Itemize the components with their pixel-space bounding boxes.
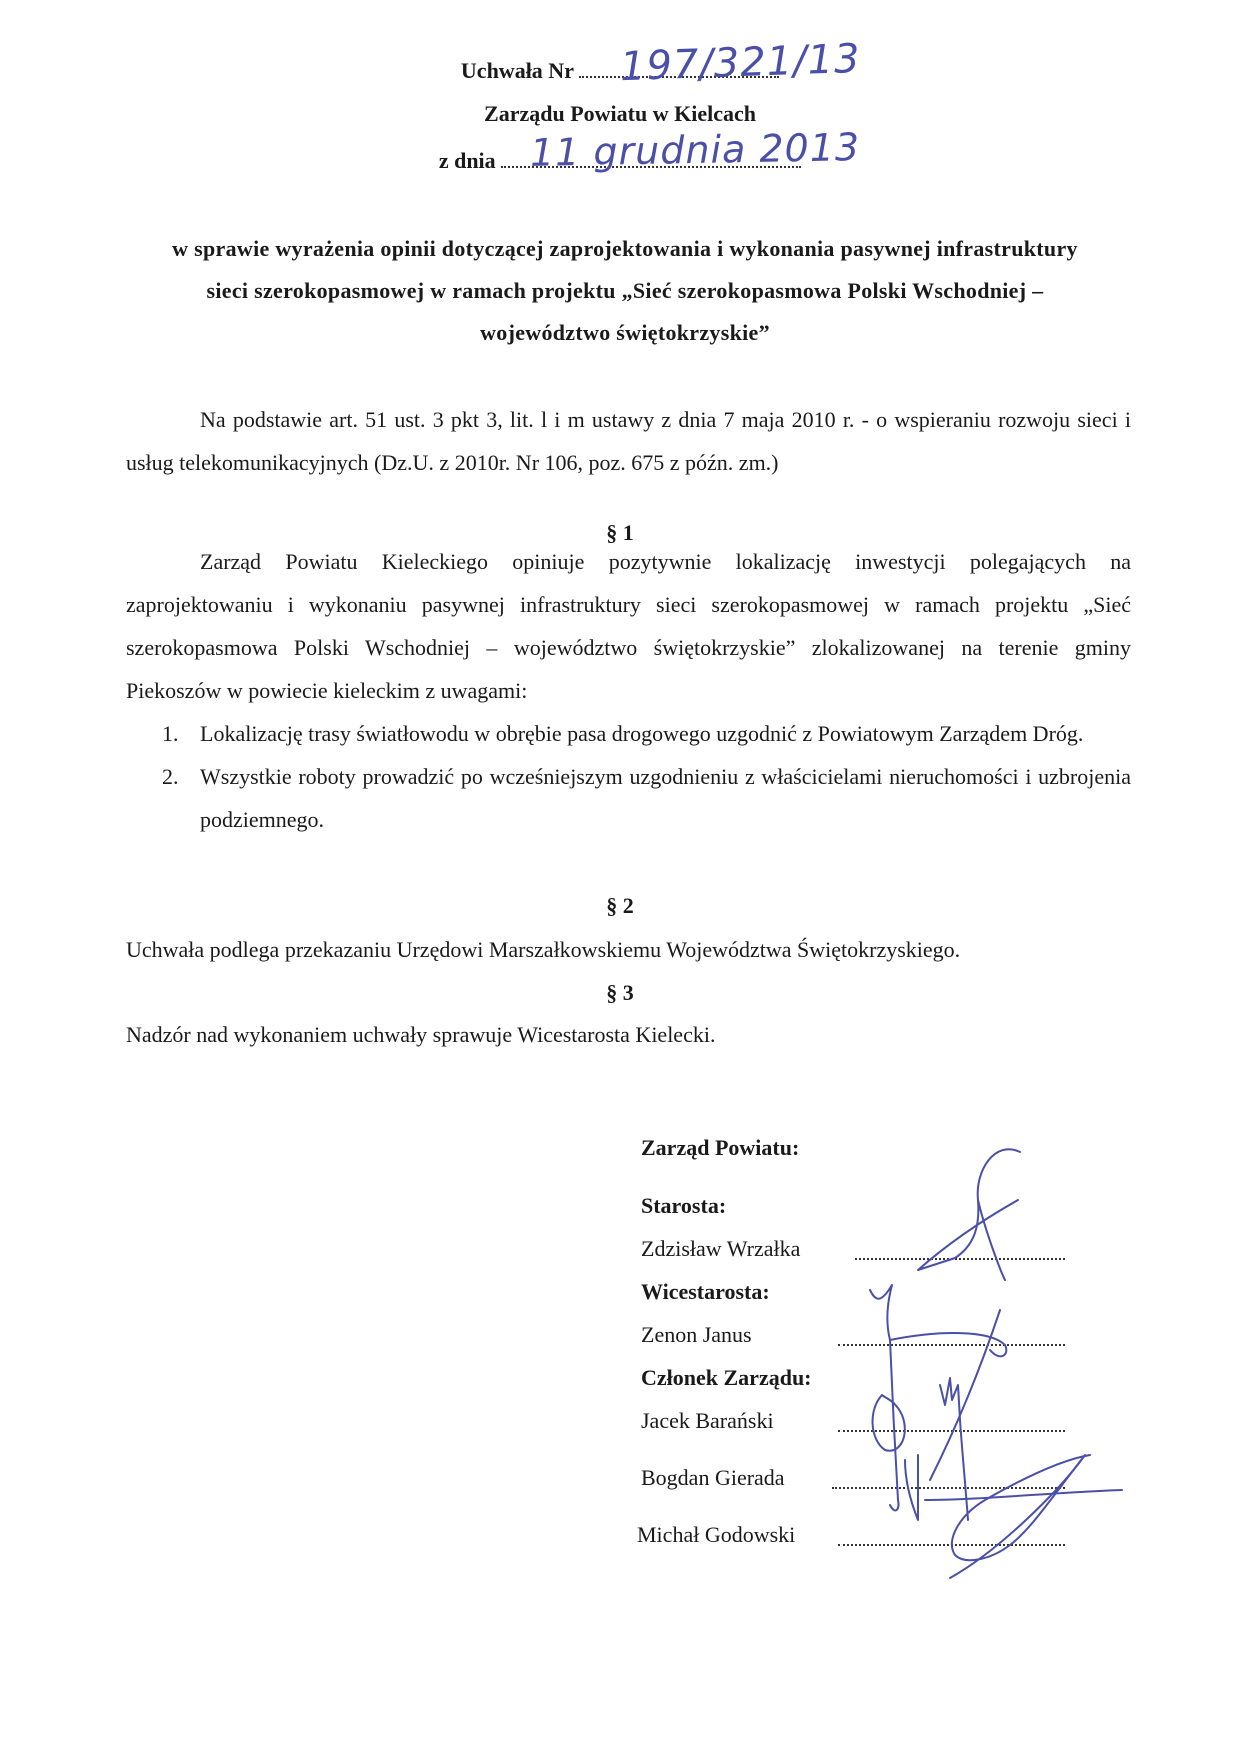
member-name: Michał Godowski xyxy=(637,1522,796,1547)
signature-vice-stroke xyxy=(890,1340,898,1510)
signature-dotted-line xyxy=(832,1487,1065,1489)
resolution-number-handwritten: 197/321/13 xyxy=(619,35,862,91)
member-name: Bogdan Gierada xyxy=(641,1465,785,1490)
member-label: Członek Zarządu: xyxy=(641,1365,812,1390)
signature-godowski-stroke xyxy=(930,1310,1000,1480)
section-2-heading: § 2 xyxy=(606,893,634,918)
title-line: sieci szerokopasmowej w ramach projektu „Sieć szerokopasmowa Polski Wschodniej – xyxy=(206,278,1044,303)
section-1-heading: § 1 xyxy=(606,520,634,545)
signature-starosta-stroke xyxy=(918,1149,1020,1270)
date-handwritten: 11 grudnia 2013 xyxy=(529,125,861,175)
section-3-text: Nadzór nad wykonaniem uchwały sprawuje Wicestarosta Kielecki. xyxy=(126,1022,716,1047)
section-3-heading: § 3 xyxy=(606,980,634,1005)
board-label: Zarząd Powiatu: xyxy=(641,1135,800,1160)
signature-baranski-stroke xyxy=(873,1395,905,1451)
signature-dotted-line xyxy=(855,1258,1065,1260)
date-label: z dnia xyxy=(438,148,496,173)
signature-godowski-stroke xyxy=(950,1455,1090,1578)
section-2-text: Uchwała podlega przekazaniu Urzędowi Marszałkowskiemu Województwa Świętokrzyskiego. xyxy=(126,937,961,962)
list-item xyxy=(126,712,1131,755)
title-line: w sprawie wyrażenia opinii dotyczącej zaprojektowania i wykonania pasywnej infrastruktury xyxy=(172,236,1078,261)
vice-label: Wicestarosta: xyxy=(641,1279,770,1304)
signature-dotted-line xyxy=(838,1544,1065,1546)
list-item-number: 1. xyxy=(162,721,179,746)
signature-baranski-stroke xyxy=(940,1378,968,1520)
legal-basis: Na podstawie art. 51 ust. 3 pkt 3, lit. l i m ustawy z dnia 7 maja 2010 r. - o wspieraniu rozwoju sieci i usług telekomunikacyjnych (Dz.U. z 2010r. Nr 106, poz. 675 z późn. zm.) xyxy=(126,407,1131,475)
resolution-label: Uchwała Nr xyxy=(460,58,574,83)
signature-starosta-stroke xyxy=(978,1200,1005,1280)
member-name: Jacek Barański xyxy=(641,1408,774,1433)
list-item-text: Lokalizację trasy światłowodu w obrębie pasa drogowego uzgodnić z Powiatowym Zarządem Dróg. xyxy=(200,721,1084,746)
remarks-list xyxy=(126,712,1131,841)
vice-name: Zenon Janus xyxy=(641,1322,752,1347)
title-line: województwo świętokrzyskie” xyxy=(480,320,770,345)
board-name: Zarządu Powiatu w Kielcach xyxy=(484,101,756,126)
section-1-text: Zarząd Powiatu Kieleckiego opiniuje pozytywnie lokalizację inwestycji polegających na zaprojektowaniu i wykonaniu pasywnej infrastruktury sieci szerokopasmowej w ramach projektu „Sieć szerokopasmowa Polski Wschodniej – województwo świętokrzyskie” zlokalizowanej na terenie gminy Piekoszów w powiecie kieleckim z uwagami: xyxy=(126,549,1131,703)
signature-dotted-line xyxy=(838,1344,1065,1346)
resolution-title xyxy=(120,228,1130,354)
starosta-name: Zdzisław Wrzałka xyxy=(641,1236,801,1261)
signature-dotted-line xyxy=(838,1430,1065,1432)
list-item xyxy=(126,755,1131,841)
list-item-number: 2. xyxy=(162,764,179,789)
list-item-text: Wszystkie roboty prowadzić po wcześniejszym uzgodnieniu z właścicielami nieruchomości i uzbrojenia podziemnego. xyxy=(200,764,1131,832)
signature-godowski-stroke xyxy=(925,1490,1122,1500)
starosta-label: Starosta: xyxy=(641,1193,727,1218)
